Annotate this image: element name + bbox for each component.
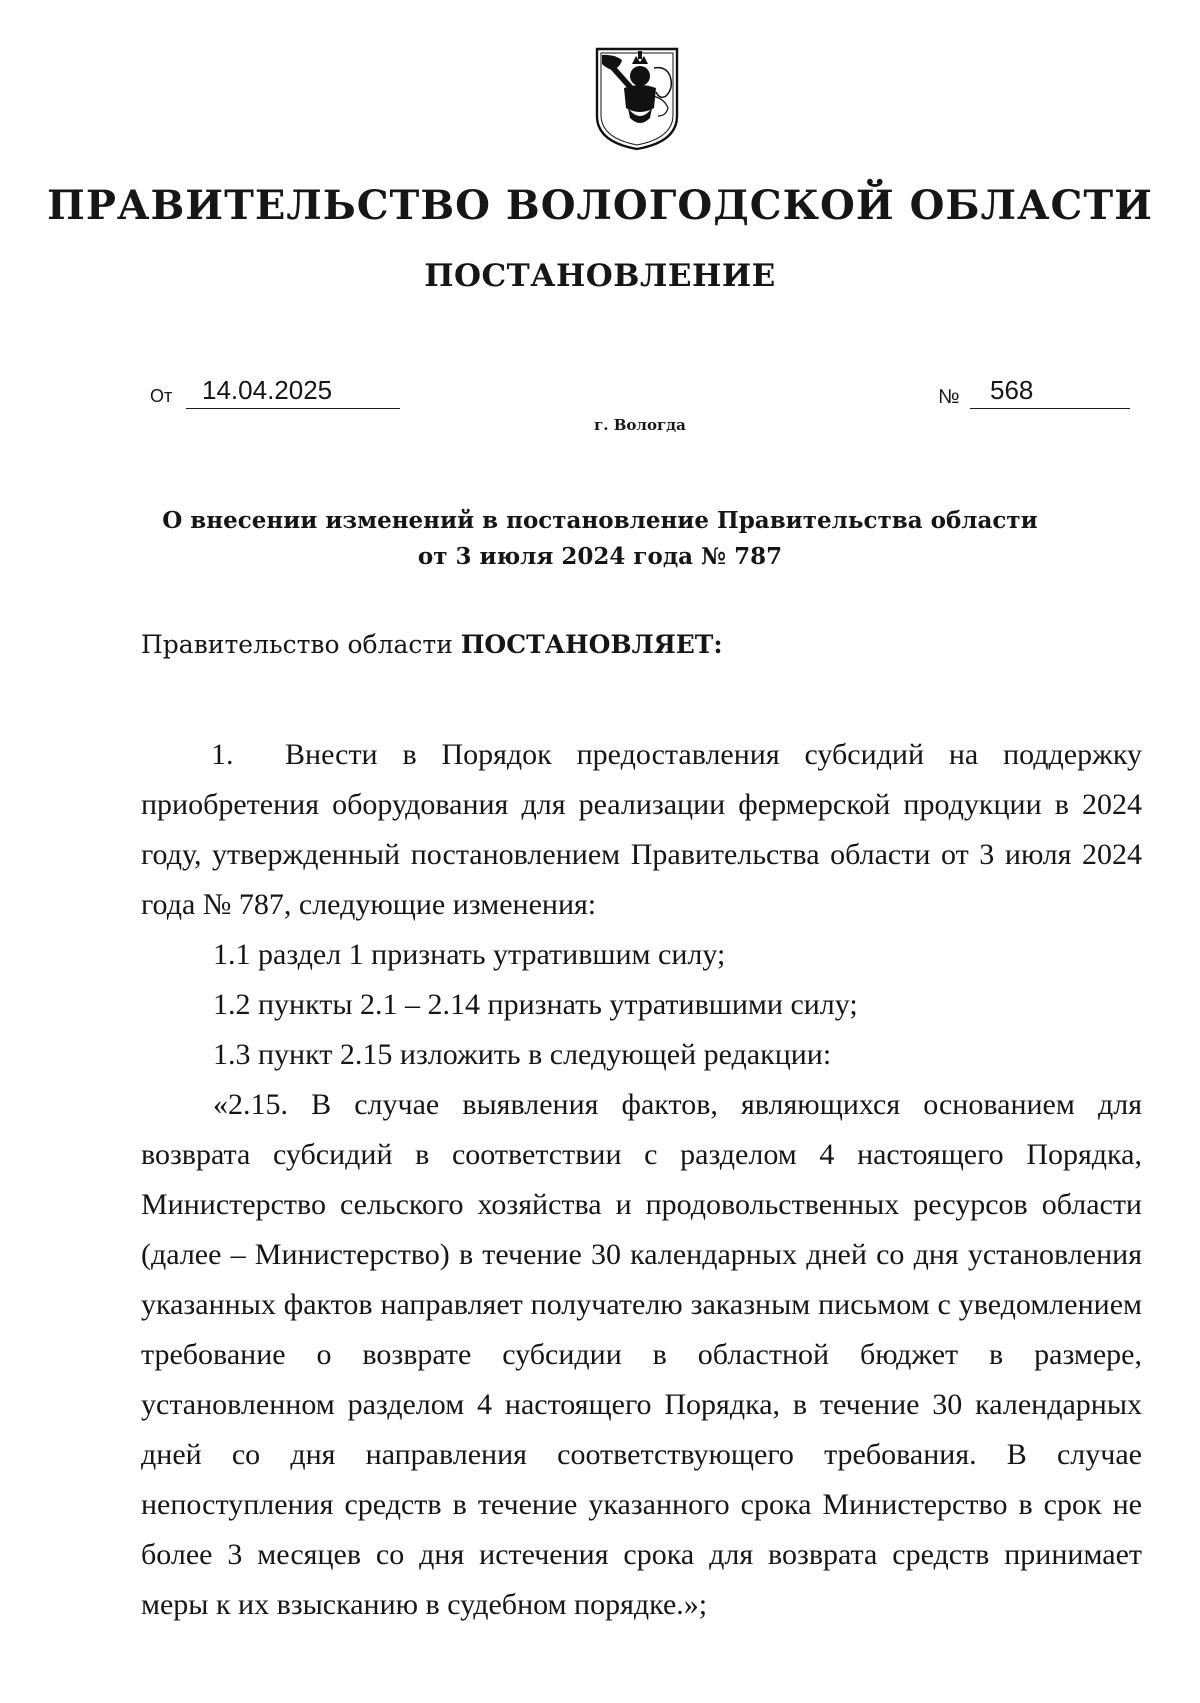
decree-verb: ПОСТАНОВЛЯЕТ:	[460, 630, 723, 659]
subject-line-2: от 3 июля 2024 года № 787	[417, 543, 783, 570]
organization-name: ПРАВИТЕЛЬСТВО ВОЛОГОДСКОЙ ОБЛАСТИ	[47, 182, 1153, 229]
paragraph-2-15: «2.15. В случае выявления фактов, являющихся основанием для возврата субсидий в соответствии с разделом 4 настоящего Порядка, Министерство сельского хозяйства и продовольственных ресурсов области (далее – Министерство) в течение 30 календарных дней со дня установления указанных фактов направляет получателю заказным письмом с уведомлением требование о возврате субсидии в областной бюджет в размере, установленном разделом 4 настоящего Порядка, в течение 30 календарных дней со дня направления соответствующего требования. В случае непоступления средств в течение указанного срока Министерство в срок не более 3 месяцев со дня истечения срока для возврата средств принимает меры к их взысканию в судебном порядке.»;	[141, 1088, 1142, 1621]
document-number: 568	[970, 372, 1130, 409]
document-body	[141, 730, 1142, 1630]
paragraph-item-1	[141, 730, 1142, 930]
paragraph-item-1-1: 1.1 раздел 1 признать утратившим силу;	[213, 938, 726, 971]
vologda-coat-of-arms-icon	[594, 46, 680, 152]
document-type: ПОСТАНОВЛЕНИЕ	[424, 258, 776, 294]
document-subject	[150, 503, 1050, 575]
number-label: №	[938, 386, 960, 408]
item-1-text: Внести в Порядок предоставления субсидий на поддержку приобретения оборудования для реализации фермерской продукции в 2024 году, утвержденный постановлением Правительства области от 3 июля 2024 года № 787, следующие изменения:	[141, 738, 1142, 921]
paragraph-item-1-3: 1.3 пункт 2.15 изложить в следующей редакции:	[213, 1038, 832, 1071]
paragraph-item-1-2: 1.2 пункты 2.1 – 2.14 признать утратившими силу;	[213, 988, 858, 1021]
subject-line-1: О внесении изменений в постановление Правительства области	[162, 507, 1038, 534]
city: г. Вологда	[594, 416, 686, 434]
document-date: 14.04.2025	[186, 372, 400, 409]
decree-lead: Правительство области	[141, 630, 453, 659]
item-number: 1.	[211, 738, 234, 771]
decree-statement	[141, 630, 723, 659]
date-label: От	[150, 386, 173, 406]
